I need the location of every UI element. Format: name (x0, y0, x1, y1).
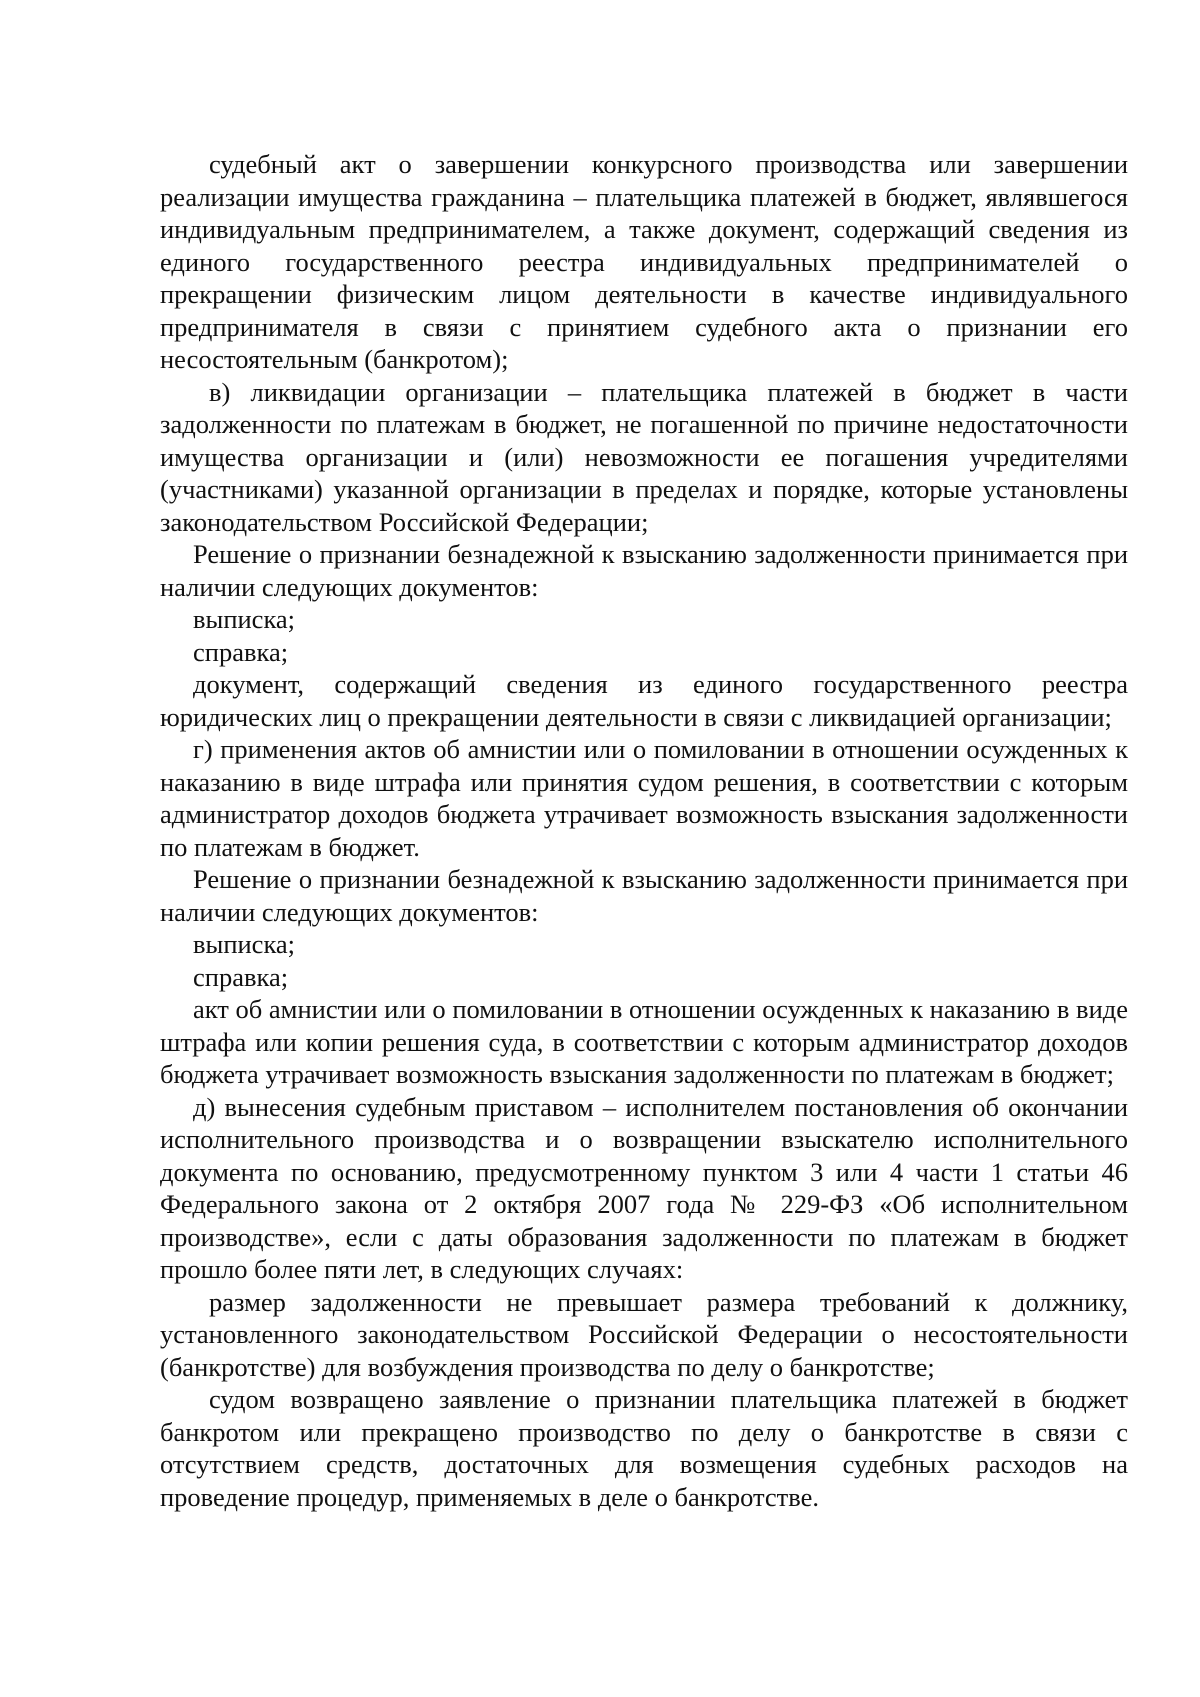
paragraph-item-d: д) вынесения судебным приставом – исполнителем постановления об окончании исполнительного производства и о возвращении взыскателю исполнительного документа по основанию, предусмотренному пунктом 3 или 4 части 1 статьи 46 Федерального закона от 2 октября 2007 года № 229-ФЗ «Об исполнительном производстве», если с даты образования задолженности по платежам в бюджет прошло более пяти лет, в следующих случаях: (160, 1091, 1128, 1284)
list-item-amnesty-act: акт об амнистии или о помиловании в отношении осужденных к наказанию в виде штрафа или копии решения суда, в соответствии с которым администратор доходов бюджета утрачивает возможность взыскания задолженности по платежам в бюджет; (160, 994, 1128, 1089)
paragraph-decision-1: Решение о признании безнадежной к взысканию задолженности принимается при наличии следующих документов: (160, 539, 1128, 602)
paragraph-court-act: судебный акт о завершении конкурсного производства или завершении реализации имущества гражданина – плательщика платежей в бюджет, являвшегося индивидуальным предпринимателем, а также документ, содержащий сведения из единого государственного реестра индивидуальных предпринимателей о прекращении физическим лицом деятельности в качестве индивидуального предпринимателя в связи с принятием судебного акта о признании его несостоятельным (банкротом); (160, 149, 1128, 374)
paragraph-decision-2: Решение о признании безнадежной к взысканию задолженности принимается при наличии следующих документов: (160, 864, 1128, 927)
paragraph-bankruptcy-case: судом возвращено заявление о признании плательщика платежей в бюджет банкротом или прекращено производство по делу о банкротстве в связи с отсутствием средств, достаточных для возмещения судебных расходов на проведение процедур, применяемых в деле о банкротстве. (160, 1384, 1128, 1512)
list-item-certificate-2: справка; (193, 961, 289, 992)
paragraph-debt-size-case: размер задолженности не превышает размера требований к должнику, установленного законодательством Российской Федерации о несостоятельности (банкротстве) для возбуждения производства по делу о банкротстве; (160, 1286, 1128, 1382)
paragraph-item-v: в) ликвидации организации – плательщика платежей в бюджет в части задолженности по платежам в бюджет, не погашенной по причине недостаточности имущества организации и (или) невозможности ее погашения учредителями (участниками) указанной организации в пределах и порядке, которые установлены законодательством Российской Федерации; (160, 376, 1128, 537)
list-item-extract-2: выписка; (193, 929, 296, 959)
list-item-registry-document: документ, содержащий сведения из единого государственного реестра юридических лиц о прекращении деятельности в связи с ликвидацией организации; (160, 669, 1128, 732)
document-page (160, 148, 1128, 1513)
list-item-extract-1: выписка; (193, 604, 296, 634)
paragraph-item-g: г) применения актов об амнистии или о помиловании в отношении осужденных к наказанию в виде штрафа или принятия судом решения, в соответствии с которым администратор доходов бюджета утрачивает возможность взыскания задолженности по платежам в бюджет. (160, 734, 1128, 862)
list-item-certificate-1: справка; (193, 636, 289, 667)
